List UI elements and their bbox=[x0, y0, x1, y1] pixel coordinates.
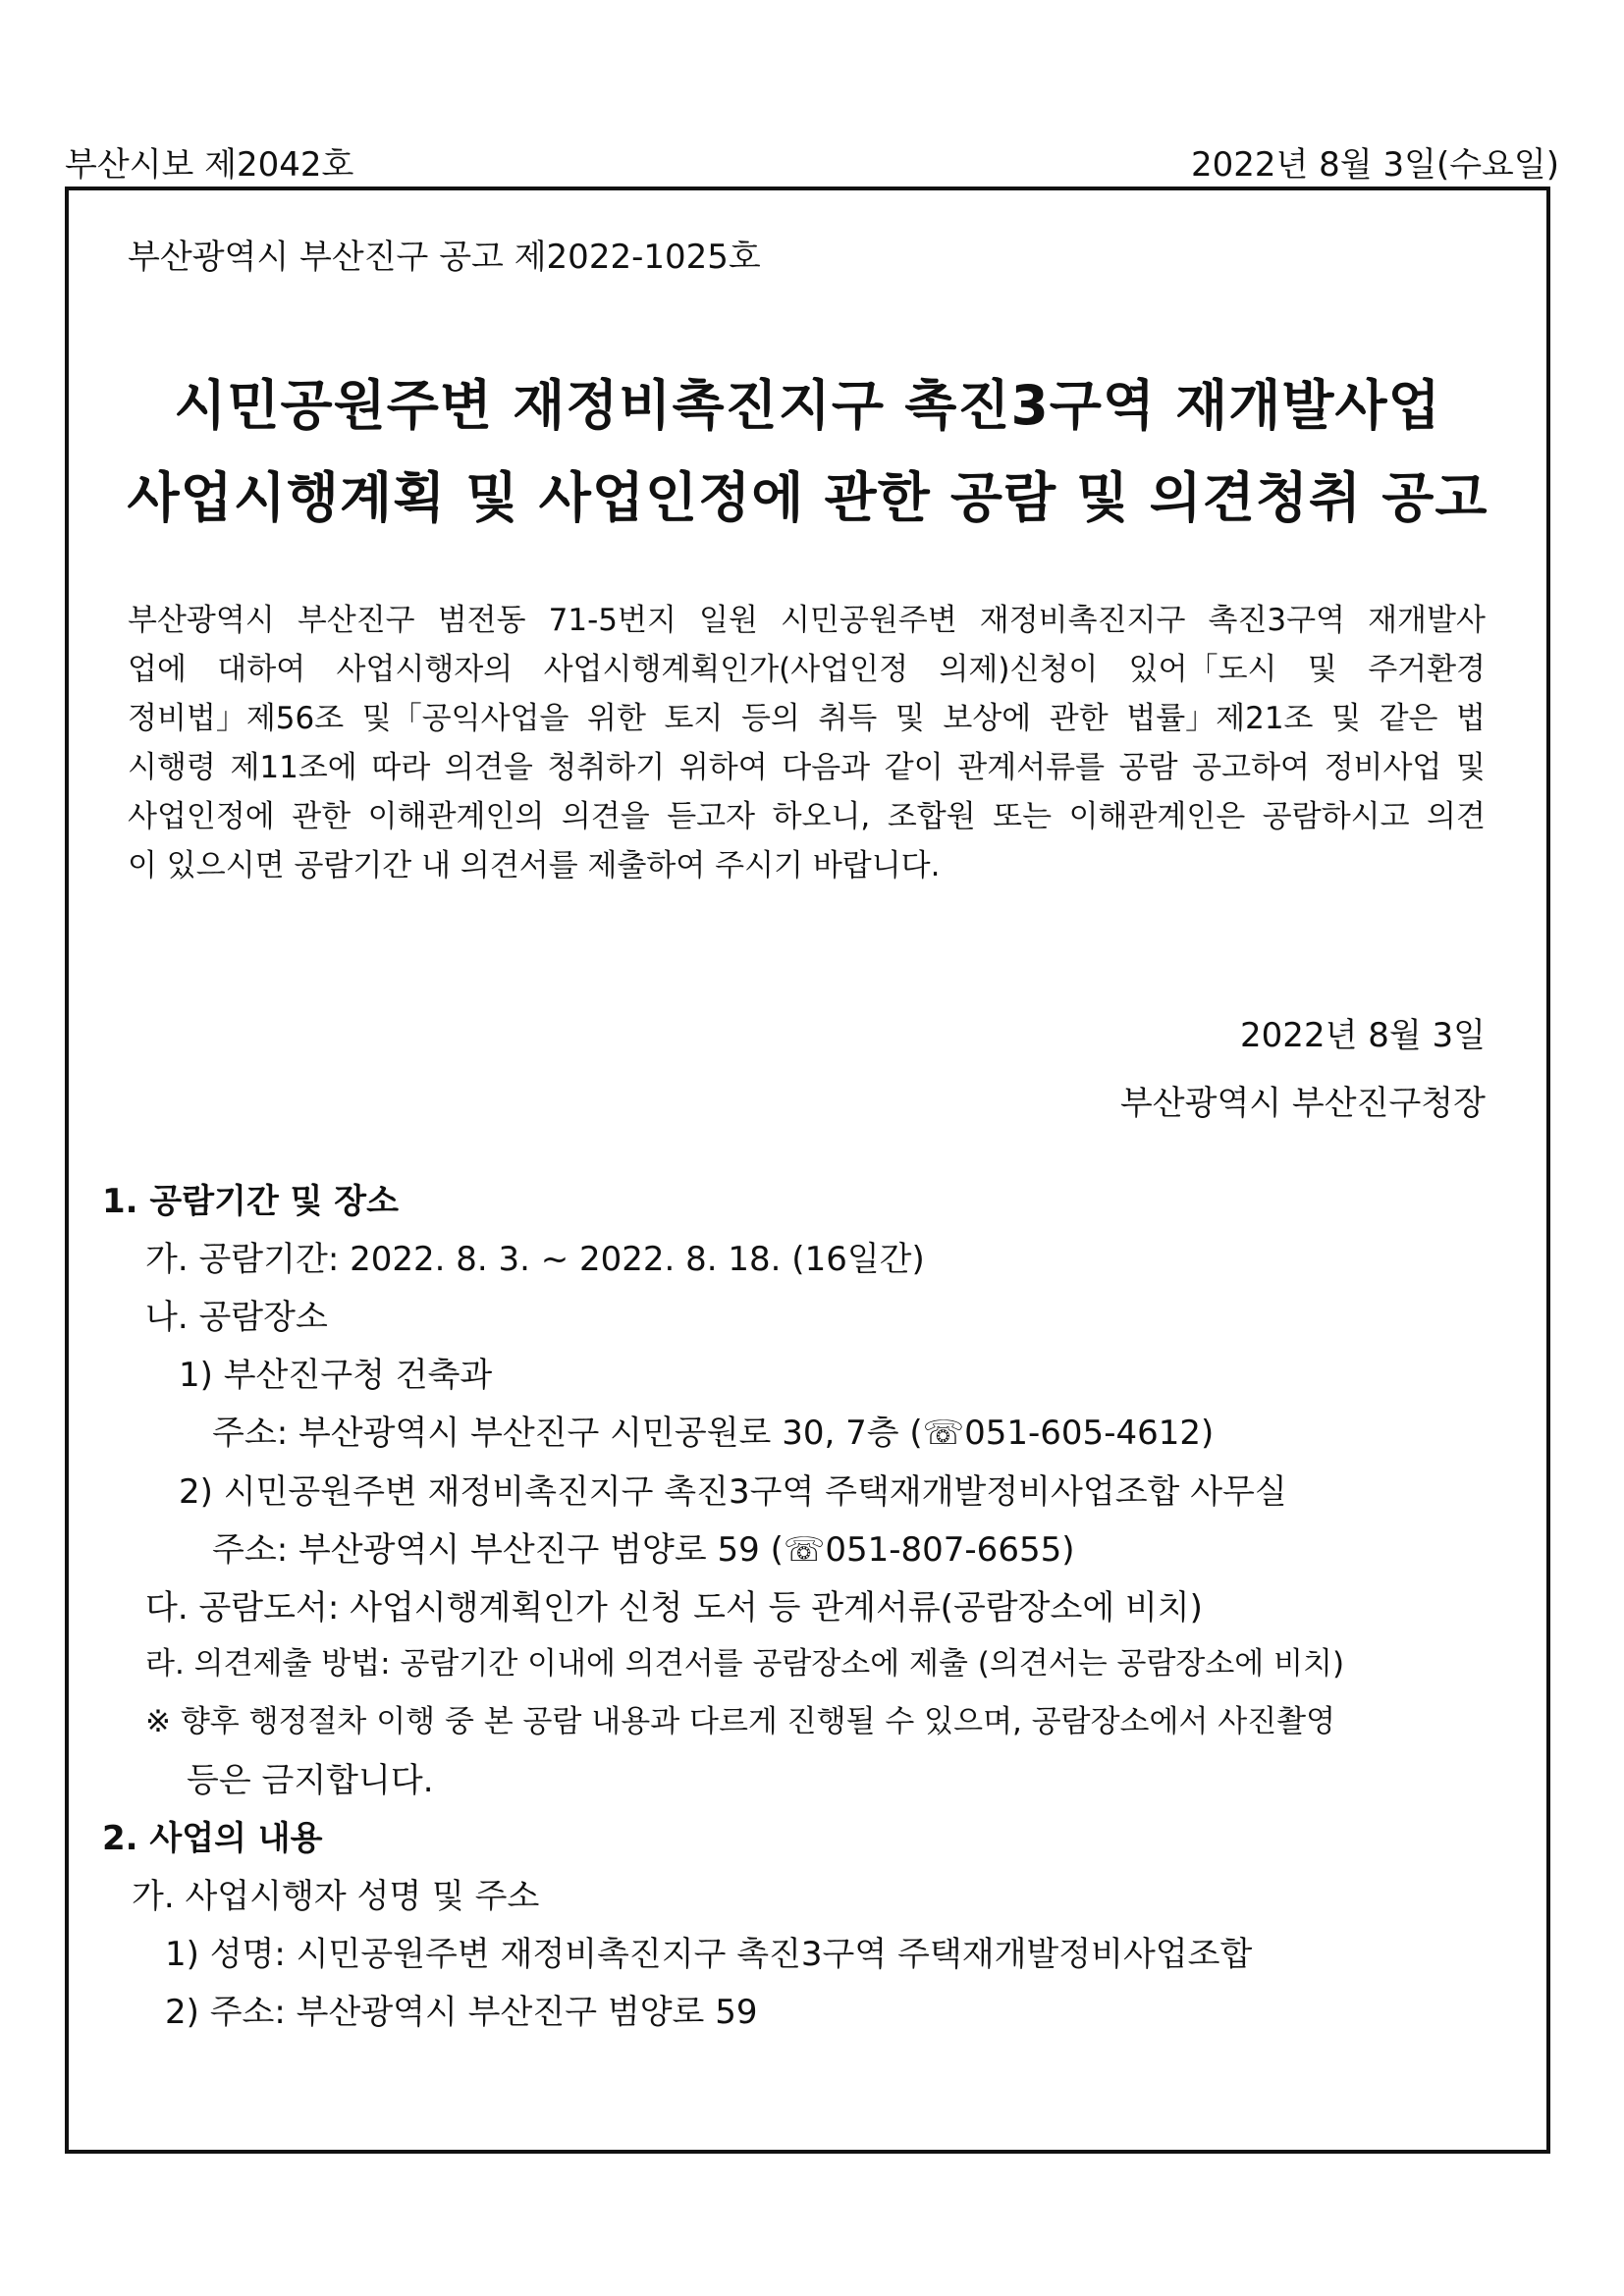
title-line-2: 사업시행계획 및 사업인정에 관한 공람 및 의견청취 공고 bbox=[127, 466, 1489, 529]
place-1-address: 주소: 부산광역시 부산진구 시민공원로 30, 7층 (☏051-605-4612) bbox=[212, 1414, 1215, 1453]
section-1-documents: 다. 공람도서: 사업시행계획인가 신청 도서 등 관계서류(공람장소에 비치) bbox=[145, 1588, 1203, 1628]
section-2-heading: 2. 사업의 내용 bbox=[102, 1819, 323, 1858]
body-line: 시행령 제11조에 따라 의견을 청취하기 위하여 다음과 같이 관계서류를 공람 공고하여 정비사업 및 bbox=[128, 750, 1486, 785]
page-header bbox=[65, 137, 1559, 186]
gazette-date: 2022년 8월 3일(수요일) bbox=[1191, 145, 1559, 185]
body-paragraph bbox=[128, 596, 1486, 890]
body-line: 사업인정에 관한 이해관계인의 의견을 듣고자 하오니, 조합원 또는 이해관계인은 공람하시고 의견 bbox=[128, 799, 1486, 834]
notice-date: 2022년 8월 3일 bbox=[1240, 1016, 1486, 1055]
title-line-1: 시민공원주변 재정비촉진지구 촉진3구역 재개발사업 bbox=[174, 374, 1441, 437]
section-1-note-line-2: 등은 금지합니다. bbox=[187, 1761, 434, 1800]
operator-address: 2) 주소: 부산광역시 부산진구 범양로 59 bbox=[165, 1993, 758, 2032]
section-1-heading: 1. 공람기간 및 장소 bbox=[102, 1182, 399, 1221]
section-1-place-heading: 나. 공람장소 bbox=[145, 1298, 328, 1337]
section-1-submission: 라. 의견제출 방법: 공람기간 이내에 의견서를 공람장소에 제출 (의견서는 공람장소에 비치) bbox=[145, 1646, 1345, 1682]
notice-issuer: 부산광역시 부산진구청장 bbox=[1119, 1084, 1486, 1123]
body-line: 정비법」제56조 및「공익사업을 위한 토지 등의 취득 및 보상에 관한 법률」제21조 및 같은 법 bbox=[128, 701, 1486, 736]
place-2-address: 주소: 부산광역시 부산진구 범양로 59 (☏051-807-6655) bbox=[212, 1530, 1075, 1570]
notice-frame bbox=[65, 187, 1550, 2154]
operator-name: 1) 성명: 시민공원주변 재정비촉진지구 촉진3구역 주택재개발정비사업조합 bbox=[165, 1935, 1253, 1974]
section-2-operator-heading: 가. 사업시행자 성명 및 주소 bbox=[132, 1877, 540, 1916]
body-line: 이 있으시면 공람기간 내 의견서를 제출하여 주시기 바랍니다. bbox=[128, 848, 941, 883]
notice-title bbox=[69, 359, 1546, 544]
gazette-issue: 부산시보 제2042호 bbox=[65, 145, 354, 185]
body-line: 부산광역시 부산진구 범전동 71-5번지 일원 시민공원주변 재정비촉진지구 촉진3구역 재개발사 bbox=[128, 603, 1486, 638]
body-line: 업에 대하여 사업시행자의 사업시행계획인가(사업인정 의제)신청이 있어「도시 및 주거환경 bbox=[128, 652, 1486, 687]
place-1-name: 1) 부산진구청 건축과 bbox=[179, 1356, 493, 1395]
section-1-note-line-1: ※ 향후 행정절차 이행 중 본 공람 내용과 다르게 진행될 수 있으며, 공람장소에서 사진촬영 bbox=[145, 1704, 1336, 1739]
section-1-period: 가. 공람기간: 2022. 8. 3. ~ 2022. 8. 18. (16일간) bbox=[145, 1240, 925, 1279]
place-2-name: 2) 시민공원주변 재정비촉진지구 촉진3구역 주택재개발정비사업조합 사무실 bbox=[179, 1472, 1287, 1512]
notice-number: 부산광역시 부산진구 공고 제2022-1025호 bbox=[128, 238, 761, 277]
